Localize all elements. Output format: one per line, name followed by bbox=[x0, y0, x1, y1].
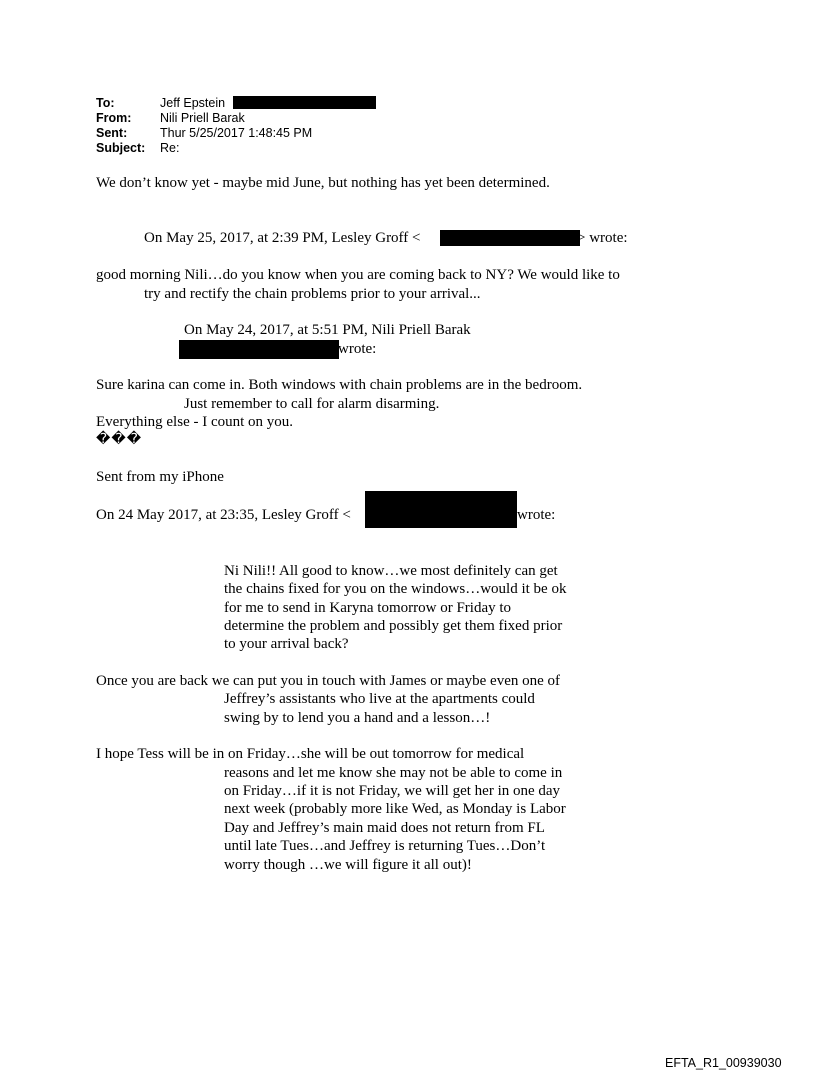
header-to-label: To: bbox=[96, 96, 115, 110]
quote3-intro-prefix: On 24 May 2017, at 23:35, Lesley Groff < bbox=[96, 507, 351, 523]
quote3-para3-line: next week (probably more like Wed, as Monday is Labor bbox=[224, 801, 566, 817]
quote1-line1: good morning Nili…do you know when you are coming back to NY? We would like to bbox=[96, 267, 620, 283]
redaction-bar bbox=[440, 230, 580, 246]
header-from-value: Nili Priell Barak bbox=[160, 111, 245, 125]
reply-text: We don’t know yet - maybe mid June, but nothing has yet been determined. bbox=[96, 175, 550, 191]
quote3-para3-line: on Friday…if it is not Friday, we will get her in one day bbox=[224, 783, 561, 799]
quote3-para3-line: worry though …we will figure it all out)! bbox=[224, 857, 472, 873]
quote2-line2: Just remember to call for alarm disarming. bbox=[184, 396, 440, 412]
redaction-bar bbox=[179, 340, 339, 359]
header-subject-value: Re: bbox=[160, 141, 180, 155]
quote2-signature: Sent from my iPhone bbox=[96, 469, 224, 485]
header-subject-row bbox=[96, 141, 145, 156]
quote3-para1-line: determine the problem and possibly get them fixed prior bbox=[224, 618, 563, 634]
quote3-para1-line: for me to send in Karyna tomorrow or Friday to bbox=[224, 600, 512, 616]
quote3-para2-first: Once you are back we can put you in touch with James or maybe even one of bbox=[96, 673, 561, 689]
header-from-row bbox=[96, 111, 131, 126]
redaction-bar bbox=[233, 96, 376, 109]
redaction-bar bbox=[365, 491, 517, 528]
quote3-para2-line: Jeffrey’s assistants who live at the apartments could bbox=[224, 691, 535, 707]
quote2-intro-line1: On May 24, 2017, at 5:51 PM, Nili Priell Barak bbox=[184, 322, 471, 338]
quote2-line1: Sure karina can come in. Both windows with chain problems are in the bedroom. bbox=[96, 377, 583, 393]
document-id: EFTA_R1_00939030 bbox=[665, 1056, 782, 1070]
quote1-intro-prefix: On May 25, 2017, at 2:39 PM, Lesley Groff < bbox=[144, 230, 421, 246]
header-sent-row bbox=[96, 126, 127, 141]
replacement-glyphs: ��� bbox=[96, 431, 143, 447]
header-subject-label: Subject: bbox=[96, 141, 146, 155]
header-from-label: From: bbox=[96, 111, 132, 125]
quote2-intro-line2-suffix: wrote: bbox=[338, 341, 377, 357]
quote2-line3: Everything else - I count on you. bbox=[96, 414, 294, 430]
header-to-row bbox=[96, 96, 115, 111]
header-to-value: Jeff Epstein bbox=[160, 96, 226, 110]
header-sent-label: Sent: bbox=[96, 126, 128, 140]
quote3-para1-line: the chains fixed for you on the windows…would it be ok bbox=[224, 581, 567, 597]
quote3-intro-suffix: wrote: bbox=[517, 507, 556, 523]
quote1-line2: try and rectify the chain problems prior to your arrival... bbox=[144, 286, 481, 302]
quote3-para1-line: Ni Nili!! All good to know…we most definitely can get bbox=[224, 563, 558, 579]
quote3-para3-line: until late Tues…and Jeffrey is returning Tues…Don’t bbox=[224, 838, 546, 854]
quote1-intro-suffix: > wrote: bbox=[577, 230, 628, 246]
quote3-para3-first: I hope Tess will be in on Friday…she will be out tomorrow for medical bbox=[96, 746, 525, 762]
quote3-para1-line: to your arrival back? bbox=[224, 636, 349, 652]
quote3-para3-line: reasons and let me know she may not be able to come in bbox=[224, 765, 563, 781]
quote3-para3-line: Day and Jeffrey’s main maid does not return from FL bbox=[224, 820, 545, 836]
quote3-para2-line: swing by to lend you a hand and a lesson…! bbox=[224, 710, 491, 726]
header-sent-value: Thur 5/25/2017 1:48:45 PM bbox=[160, 126, 313, 140]
